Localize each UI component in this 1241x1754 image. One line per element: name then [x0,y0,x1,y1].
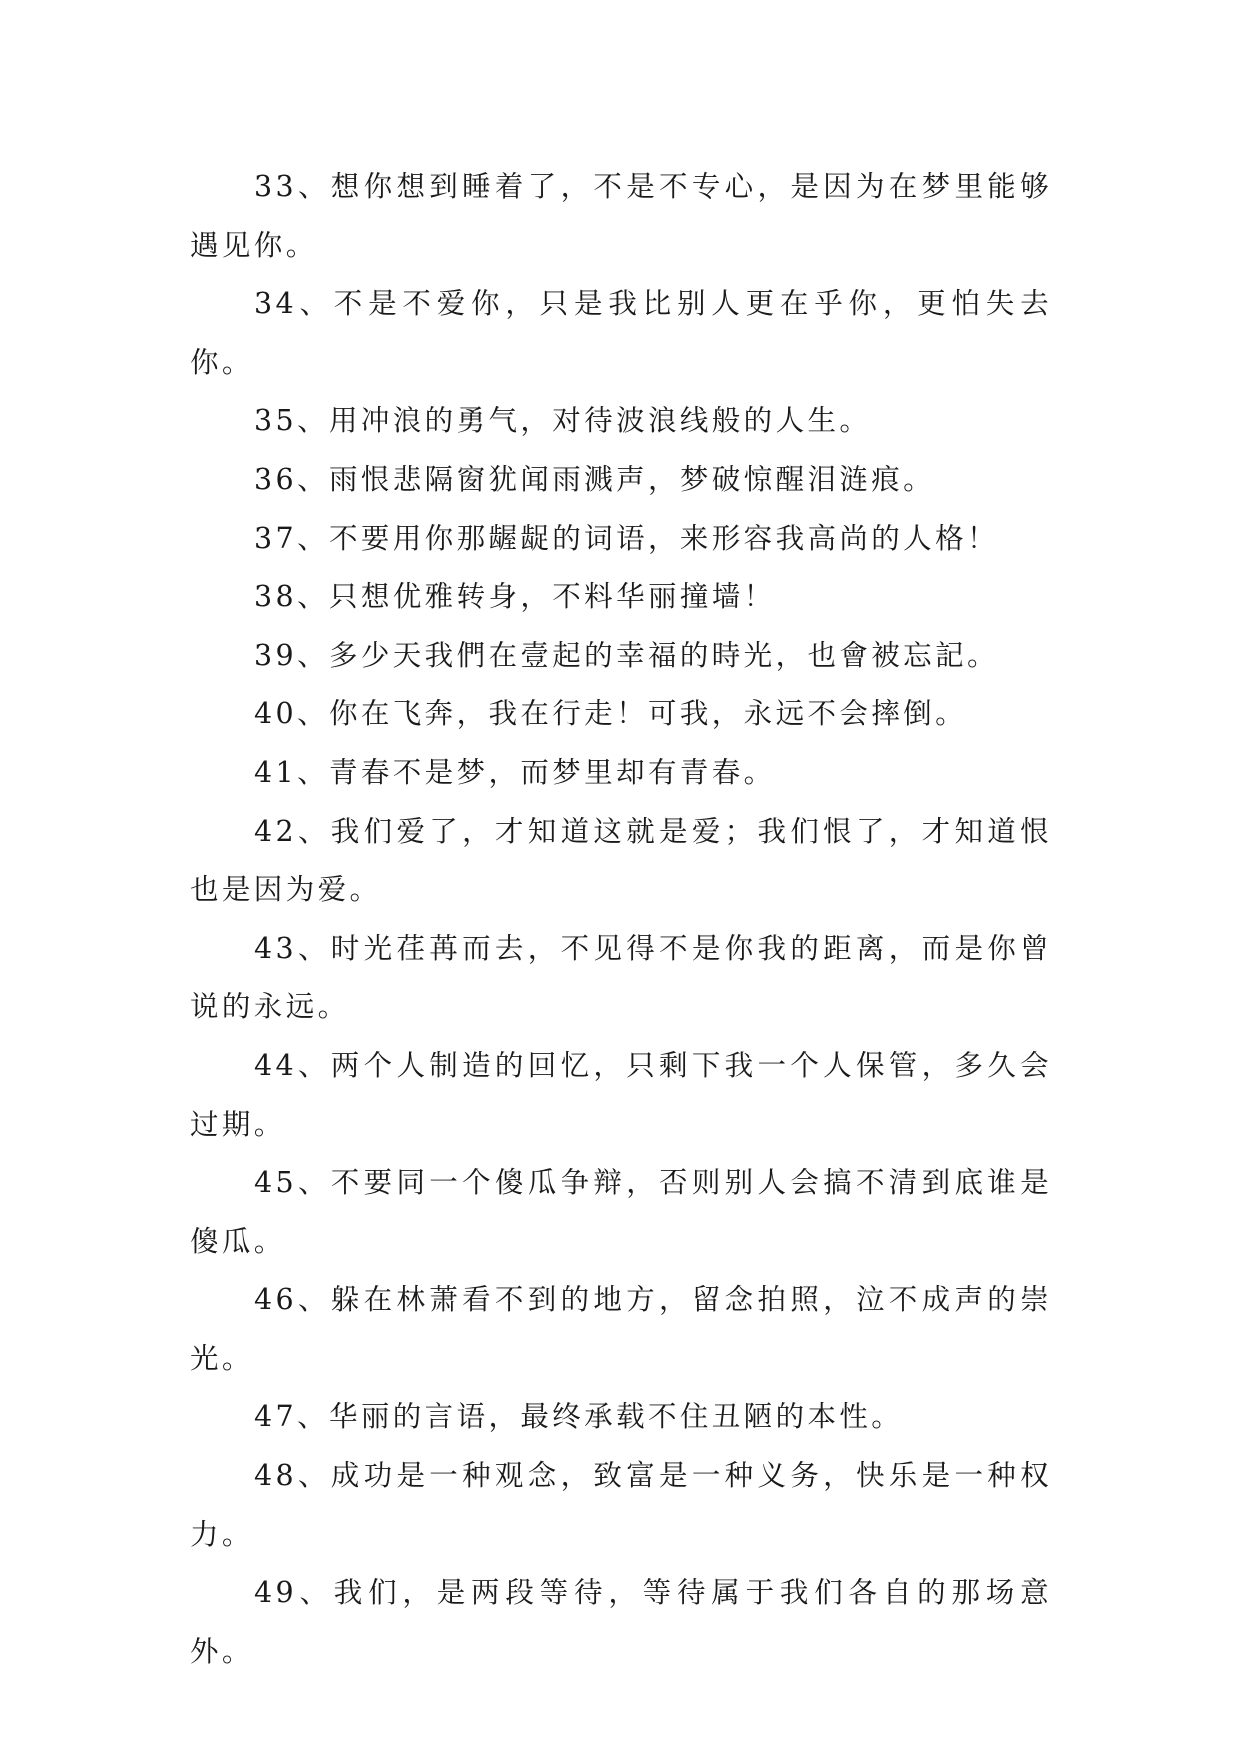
paragraph-44: 44、两个人制造的回忆，只剩下我一个人保管，多久会过期。 [190,1048,1052,1141]
paragraph-46: 46、躲在林萧看不到的地方，留念拍照，泣不成声的崇光。 [190,1283,1052,1375]
paragraph-41: 41、青春不是梦，而梦里却有青春。 [254,755,776,789]
paragraph-34: 34、不是不爱你，只是我比别人更在乎你，更怕失去你。 [190,287,1052,379]
paragraph-36: 36、雨恨悲隔窗犹闻雨溅声，梦破惊醒泪涟痕。 [254,462,936,496]
paragraph-45: 45、不要同一个傻瓜争辩，否则别人会搞不清到底谁是傻瓜。 [190,1166,1052,1258]
paragraph-42: 42、我们爱了，才知道这就是爱；我们恨了，才知道恨也是因为爱。 [190,814,1052,907]
paragraph-40: 40、你在飞奔，我在行走！可我，永远不会摔倒。 [254,697,967,731]
paragraph-38: 38、只想优雅转身，不料华丽撞墙！ [254,580,776,614]
paragraph-43: 43、时光荏苒而去，不见得不是你我的距离，而是你曾说的永远。 [190,931,1052,1024]
paragraph-37: 37、不要用你那龌龊的词语，来形容我高尚的人格！ [254,521,999,555]
paragraph-49: 49、我们，是两段等待，等待属于我们各自的那场意外。 [190,1576,1052,1668]
paragraph-39: 39、多少天我們在壹起的幸福的時光，也會被忘記。 [254,638,999,672]
paragraph-35: 35、用冲浪的勇气，对待波浪线般的人生。 [254,404,872,438]
paragraph-33: 33、想你想到睡着了，不是不专心，是因为在梦里能够遇见你。 [190,170,1052,262]
paragraph-47: 47、华丽的言语，最终承载不住丑陋的本性。 [254,1400,904,1434]
document-body [190,158,1052,1681]
paragraph-48: 48、成功是一种观念，致富是一种义务，快乐是一种权力。 [190,1459,1052,1551]
